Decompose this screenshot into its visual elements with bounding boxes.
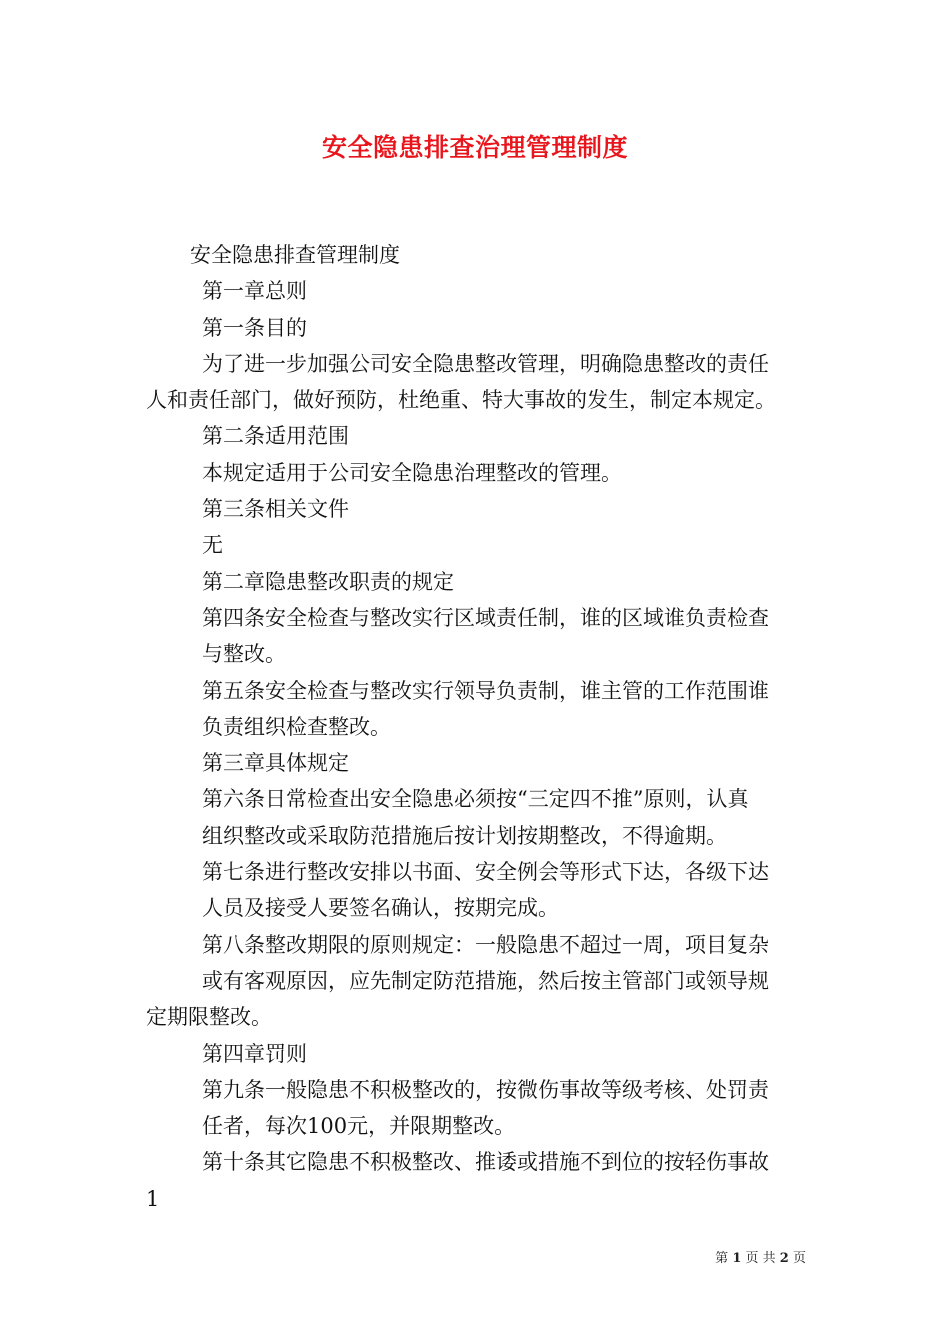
- chapter-heading: 第四章罚则: [202, 1041, 307, 1066]
- footer-current-page: 1: [732, 1251, 742, 1266]
- footer-suffix: 页: [792, 1251, 806, 1266]
- chapter-heading: 第二章隐患整改职责的规定: [202, 569, 454, 594]
- paragraph-line: 第五条安全检查与整改实行领导负责制，谁主管的工作范围谁: [202, 678, 769, 703]
- paragraph-line: 人和责任部门，做好预防，杜绝重、特大事故的发生，制定本规定。: [146, 388, 776, 413]
- paragraph-line: 任者，每次100元，并限期整改。: [202, 1114, 516, 1139]
- chapter-heading: 第三章具体规定: [202, 751, 349, 776]
- paragraph-line: 第十条其它隐患不积极整改、推诿或措施不到位的按轻伤事故: [202, 1150, 769, 1175]
- paragraph-line: 第六条日常检查出安全隐患必须按“三定四不推”原则，认真: [202, 787, 749, 812]
- page-marker: 1: [146, 1187, 160, 1211]
- article-heading: 第一条目的: [202, 315, 307, 340]
- paragraph-line: 与整改。: [202, 642, 286, 667]
- paragraph-line: 组织整改或采取防范措施后按计划按期整改，不得逾期。: [202, 823, 727, 848]
- paragraph-line: 第四条安全检查与整改实行区域责任制，谁的区域谁负责检查: [202, 605, 769, 630]
- paragraph-line: 负责组织检查整改。: [202, 714, 391, 739]
- article-heading: 第三条相关文件: [202, 497, 349, 522]
- paragraph-line: 为了进一步加强公司安全隐患整改管理，明确隐患整改的责任: [202, 351, 769, 376]
- paragraph-line: 第九条一般隐患不积极整改的，按微伤事故等级考核、处罚责: [202, 1077, 769, 1102]
- paragraph-line: 定期限整改。: [146, 1005, 272, 1030]
- document-title: 安全隐患排查治理管理制度: [321, 133, 628, 162]
- paragraph-line: 本规定适用于公司安全隐患治理整改的管理。: [202, 460, 622, 485]
- footer-middle: 页 共: [745, 1251, 776, 1266]
- document-body: [146, 237, 816, 1181]
- paragraph-line: 第七条进行整改安排以书面、安全例会等形式下达，各级下达: [202, 860, 769, 885]
- paragraph-line: 或有客观原因，应先制定防范措施，然后按主管部门或领导规: [202, 968, 769, 993]
- paragraph-line: 人员及接受人要签名确认，按期完成。: [202, 896, 559, 921]
- paragraph-line: 第八条整改期限的原则规定：一般隐患不超过一周，项目复杂: [202, 932, 769, 957]
- section-heading: 安全隐患排查管理制度: [190, 243, 400, 267]
- footer-prefix: 第: [715, 1251, 729, 1266]
- footer-total-pages: 2: [779, 1251, 789, 1266]
- paragraph-line: 无: [202, 533, 223, 558]
- article-heading: 第二条适用范围: [202, 424, 349, 449]
- chapter-heading: 第一章总则: [202, 279, 307, 304]
- page-footer: [715, 1250, 806, 1268]
